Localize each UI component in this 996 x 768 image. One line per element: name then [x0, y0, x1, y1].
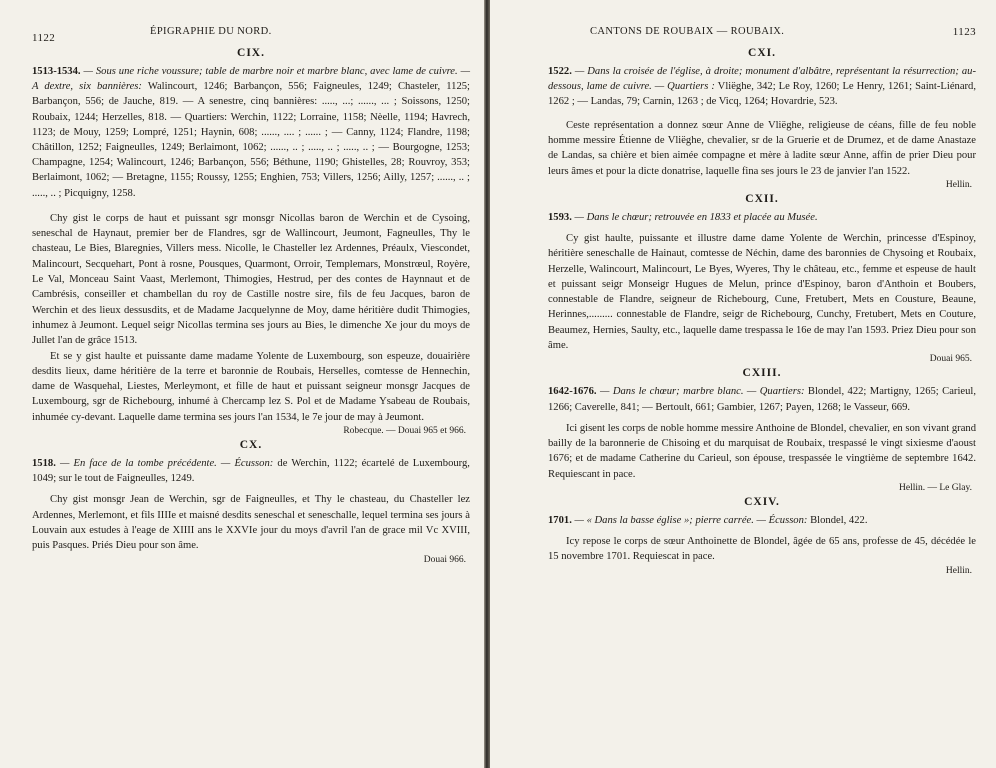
entry-description: — Dans le chœur; marbre blanc. — Quartiers:	[599, 386, 805, 398]
page-number: 1122	[32, 32, 56, 44]
left-page	[0, 0, 484, 768]
section-number-cx: CX.	[239, 438, 263, 451]
inscription-cxiii-1: Ici gisent les corps de noble homme messire Anthoine de Blondel, chevalier, en son vivant grand bailly de la baronnerie de Chisoing et du marquisat de Roubaix, trespassé le vingt sixiesme d'aoust 1676; et de madame Catherine du Carieul, son épouse, trespassée le vingtième de septembre 1642. Requiescant in pace.	[548, 422, 976, 480]
inscription-cxiv-1: Icy repose le corps de sœur Anthoinette de Blondel, âgée de 65 ans, professe de 45, décédée le 15 novembre 1701. Requiescat in pace.	[548, 536, 976, 563]
entry-description: — Dans le chœur; retrouvée en 1833 et placée au Musée.	[574, 211, 818, 223]
source-cix: Robecque. — Douai 965 et 966.	[343, 425, 466, 436]
page-number: 1123	[952, 26, 976, 38]
entry-heraldry: Blondel, 422.	[810, 514, 868, 526]
entry-date: 1593.	[548, 211, 572, 223]
inscription-cix-1: Chy gist le corps de haut et puissant sgr monsgr Nicollas baron de Werchin et de Cysoing, seneschal de Haynaut, premier ber de Flandres, sgr de Wallincourt, Jeumont, Fagneulles, Thy le chasteau, Le Bies, Blaregnies, Villers mess. Nicolle, le Chasteller lez Ardennes, Préaulx, Viescondet, Malincourt, Secquehart, Pont à rosne, Pousques, Quarmont, Orroir, Templemars, Monstrœul, Royère, Le Val, Monceau Saint Vaast, Merlemont, Thimogies, Hestrud, per des contes de Haynnaut et de Cambrésis, conseiller et chambellan du roy de Castille nostre sire, fils de feu Jacques, baron de Werchin et des lieux dessusdits, et de Madame Jacquelynne de Moy, dame héritière dudit Thimogies, inhumez à Jeumont. Lequel seigr Nicollas termina ses jours au Bies, le dimenche Xe jour du moys de Jullet l'an de grâce 1513.	[32, 212, 470, 347]
right-page	[490, 0, 996, 768]
entry-description: — « Dans la basse église »; pierre carrée. — Écusson:	[574, 514, 808, 526]
section-number-cxi: CXI.	[748, 47, 776, 59]
entry-heading-cxiii	[548, 384, 976, 414]
section-number-cix: CIX.	[237, 47, 265, 59]
inscription-cix-2: Et se y gist haulte et puissante dame madame Yolente de Luxembourg, son espeuze, douairière desdits lieux, dame héritière de la terre et baronnie de Roubais, Herselles, comtesse de Hennechin, dame de Wasquehal, Liestes, Merleymont, et fille de haut et puissant seigneur monsgr Jacques de Luxembourg, sgr de Richebourg, inhumé à Chercamp lez S. Pol et de Madame Ysabeau de Roubais, inhumée cy-devant. Laquelle dame termina ses jours l'an 1534, le 7e jour de may à Jeumont.	[32, 350, 470, 423]
entry-date: 1701.	[548, 514, 572, 526]
entry-heading-cxi	[548, 64, 976, 110]
entry-description: — En face de la tombe précédente. — Écusson:	[59, 457, 274, 469]
entry-heraldry: Vliëghe, 342; Le Roy, 1260; Le Henry, 1261; Saint-Liénard, 1262 ; — Landas, 79; Carnin, 1263 ; de Vicq, 1264; Hovardrie, 523.	[548, 81, 976, 108]
section-number-cxii: CXII.	[745, 192, 779, 205]
entry-heading-cxii	[548, 210, 976, 225]
entry-heading-cxiv	[548, 513, 976, 528]
entry-heraldry: Walincourt, 1246; Barbançon, 556; Faigneules, 1249; Chasteler, 1125; Barbançon, 556; de Jauche, 819. — A senestre, cinq bannières: ....., ...; ......, ... ; Soissons, 1250; Roubaix, 1244; Herzelles, 818. — Quartiers: Werchin, 1122; Lorraine, 1158; Nèelle, 1194; Havrech, 1123; de Mouy, 1259; Lompré, 1251; Haynin, 608; ......, .... ; ...... ; — Canny, 1124; Flandre, 1198; Châtillon, 1252; Faigneulles, 1249; Berlaimont, 1062; ......, .. ; ....., .. ; ....., .. ; — Bourgogne, 1253; Champagne, 1254; Walincourt, 1246; Barbançon, 556; Béthune, 1190; Ghistelles, 28; Rouvroy, 353; Berlaimont, 1062; — Bretagne, 1155; Roussy, 1255; Enghien, 753; Villers, 1256; Ailly, 1257; ......, .. ; ....., .. ; Picquigny, 1258.	[32, 81, 470, 199]
section-number-cxiv: CXIV.	[744, 495, 780, 508]
entry-heraldry: Blondel, 422; Martigny, 1265; Carieul, 1266; Caverelle, 841; — Bertoult, 661; Gambier, 1267; Payen, 1268; le Vasseur, 669.	[548, 386, 976, 413]
source-cxi: Hellin.	[945, 179, 972, 190]
entry-date: 1522.	[548, 66, 572, 77]
running-title: ÉPIGRAPHIE DU NORD.	[150, 26, 272, 37]
entry-description: — Dans la croisée de l'église, à droite; monument d'albâtre, représentant la résurrection; au-dessous, lame de cuivre. — Quartiers :	[548, 66, 976, 93]
section-number-cxiii: CXIII.	[742, 367, 782, 380]
inscription-cxi-1: Ceste représentation a donnez sœur Anne de Vliëghe, religieuse de céans, fille de feu noble homme messire Étienne de Vliëghe, chevalier, sr de la Gruerie et de Drumez, et de dame Anastaze de Landas, sa chière et bien aimée compagne et mère à ladite sœur Anne, affin de prier Dieu pour leurs âmes et pour la dicte donatrise, laquelle fina ses jours le 23 de janvier l'an 1522.	[548, 119, 976, 177]
entry-description: — Sous une riche voussure; table de marbre noir et marbre blanc, avec lame de cuivre. — A dextre, six bannières:	[32, 66, 470, 93]
entry-date: 1513-1534.	[32, 66, 81, 77]
source-cx: Douai 966.	[423, 554, 466, 565]
source-cxii: Douai 965.	[929, 354, 972, 365]
left-running-head	[32, 26, 470, 44]
running-title: CANTONS DE ROUBAIX — ROUBAIX.	[590, 26, 785, 37]
source-cxiv: Hellin.	[945, 565, 972, 576]
entry-heading-cix	[32, 64, 470, 201]
entry-date: 1642-1676.	[548, 386, 597, 398]
right-running-head	[548, 26, 976, 44]
inscription-cx-1: Chy gist monsgr Jean de Werchin, sgr de Faigneulles, et Thy le chasteau, du Chasteller lez Ardennes, Merlemont, et fils IIIIe et maisné desdits seneschal et seneschalle, lequel termina ses jours à Louvain aux estudes à l'eage de XIIII ans le XXVIe jour du moys d'avril l'an de grace mil Vc XVIII, puis Pasques. Priés Dieu pour son âme.	[32, 494, 470, 552]
entry-heraldry: de Werchin, 1122; écartelé de Luxembourg, 1049; sur le tout de Faigneulles, 1249.	[32, 457, 470, 485]
entry-heading-cx	[32, 456, 470, 486]
source-cxiii: Hellin. — Le Glay.	[899, 482, 972, 493]
inscription-cxii-1: Cy gist haulte, puissante et illustre dame dame Yolente de Werchin, princesse d'Espinoy, héritière seneschalle de Hainaut, comtesse de Néchin, dame des baronnies de Chysoing et Roubaix, Herzelle, Walincourt, Malincourt, Le Byes, Wyeres, Thy le château, etc., femme et espeuse de hault et puissant seigr Monseigr Hugues de Melun, prince d'Espinoy, baron d'Anthoin et Boubers, connestable de Flandre, seigneur de Richebourg, Cune, Fretubert, Mets en Cousture, Beaune, Herinnes,......... connestable de Flandre, seigr de Richebourg, Cunchy, Fretubert, Mets en Couture, Beaumez, Hernies, Saulty, etc., laquelle dame trespassa le 16e de may l'an 1593. Priez Dieu pour son âme.	[548, 233, 976, 352]
entry-date: 1518.	[32, 457, 56, 469]
